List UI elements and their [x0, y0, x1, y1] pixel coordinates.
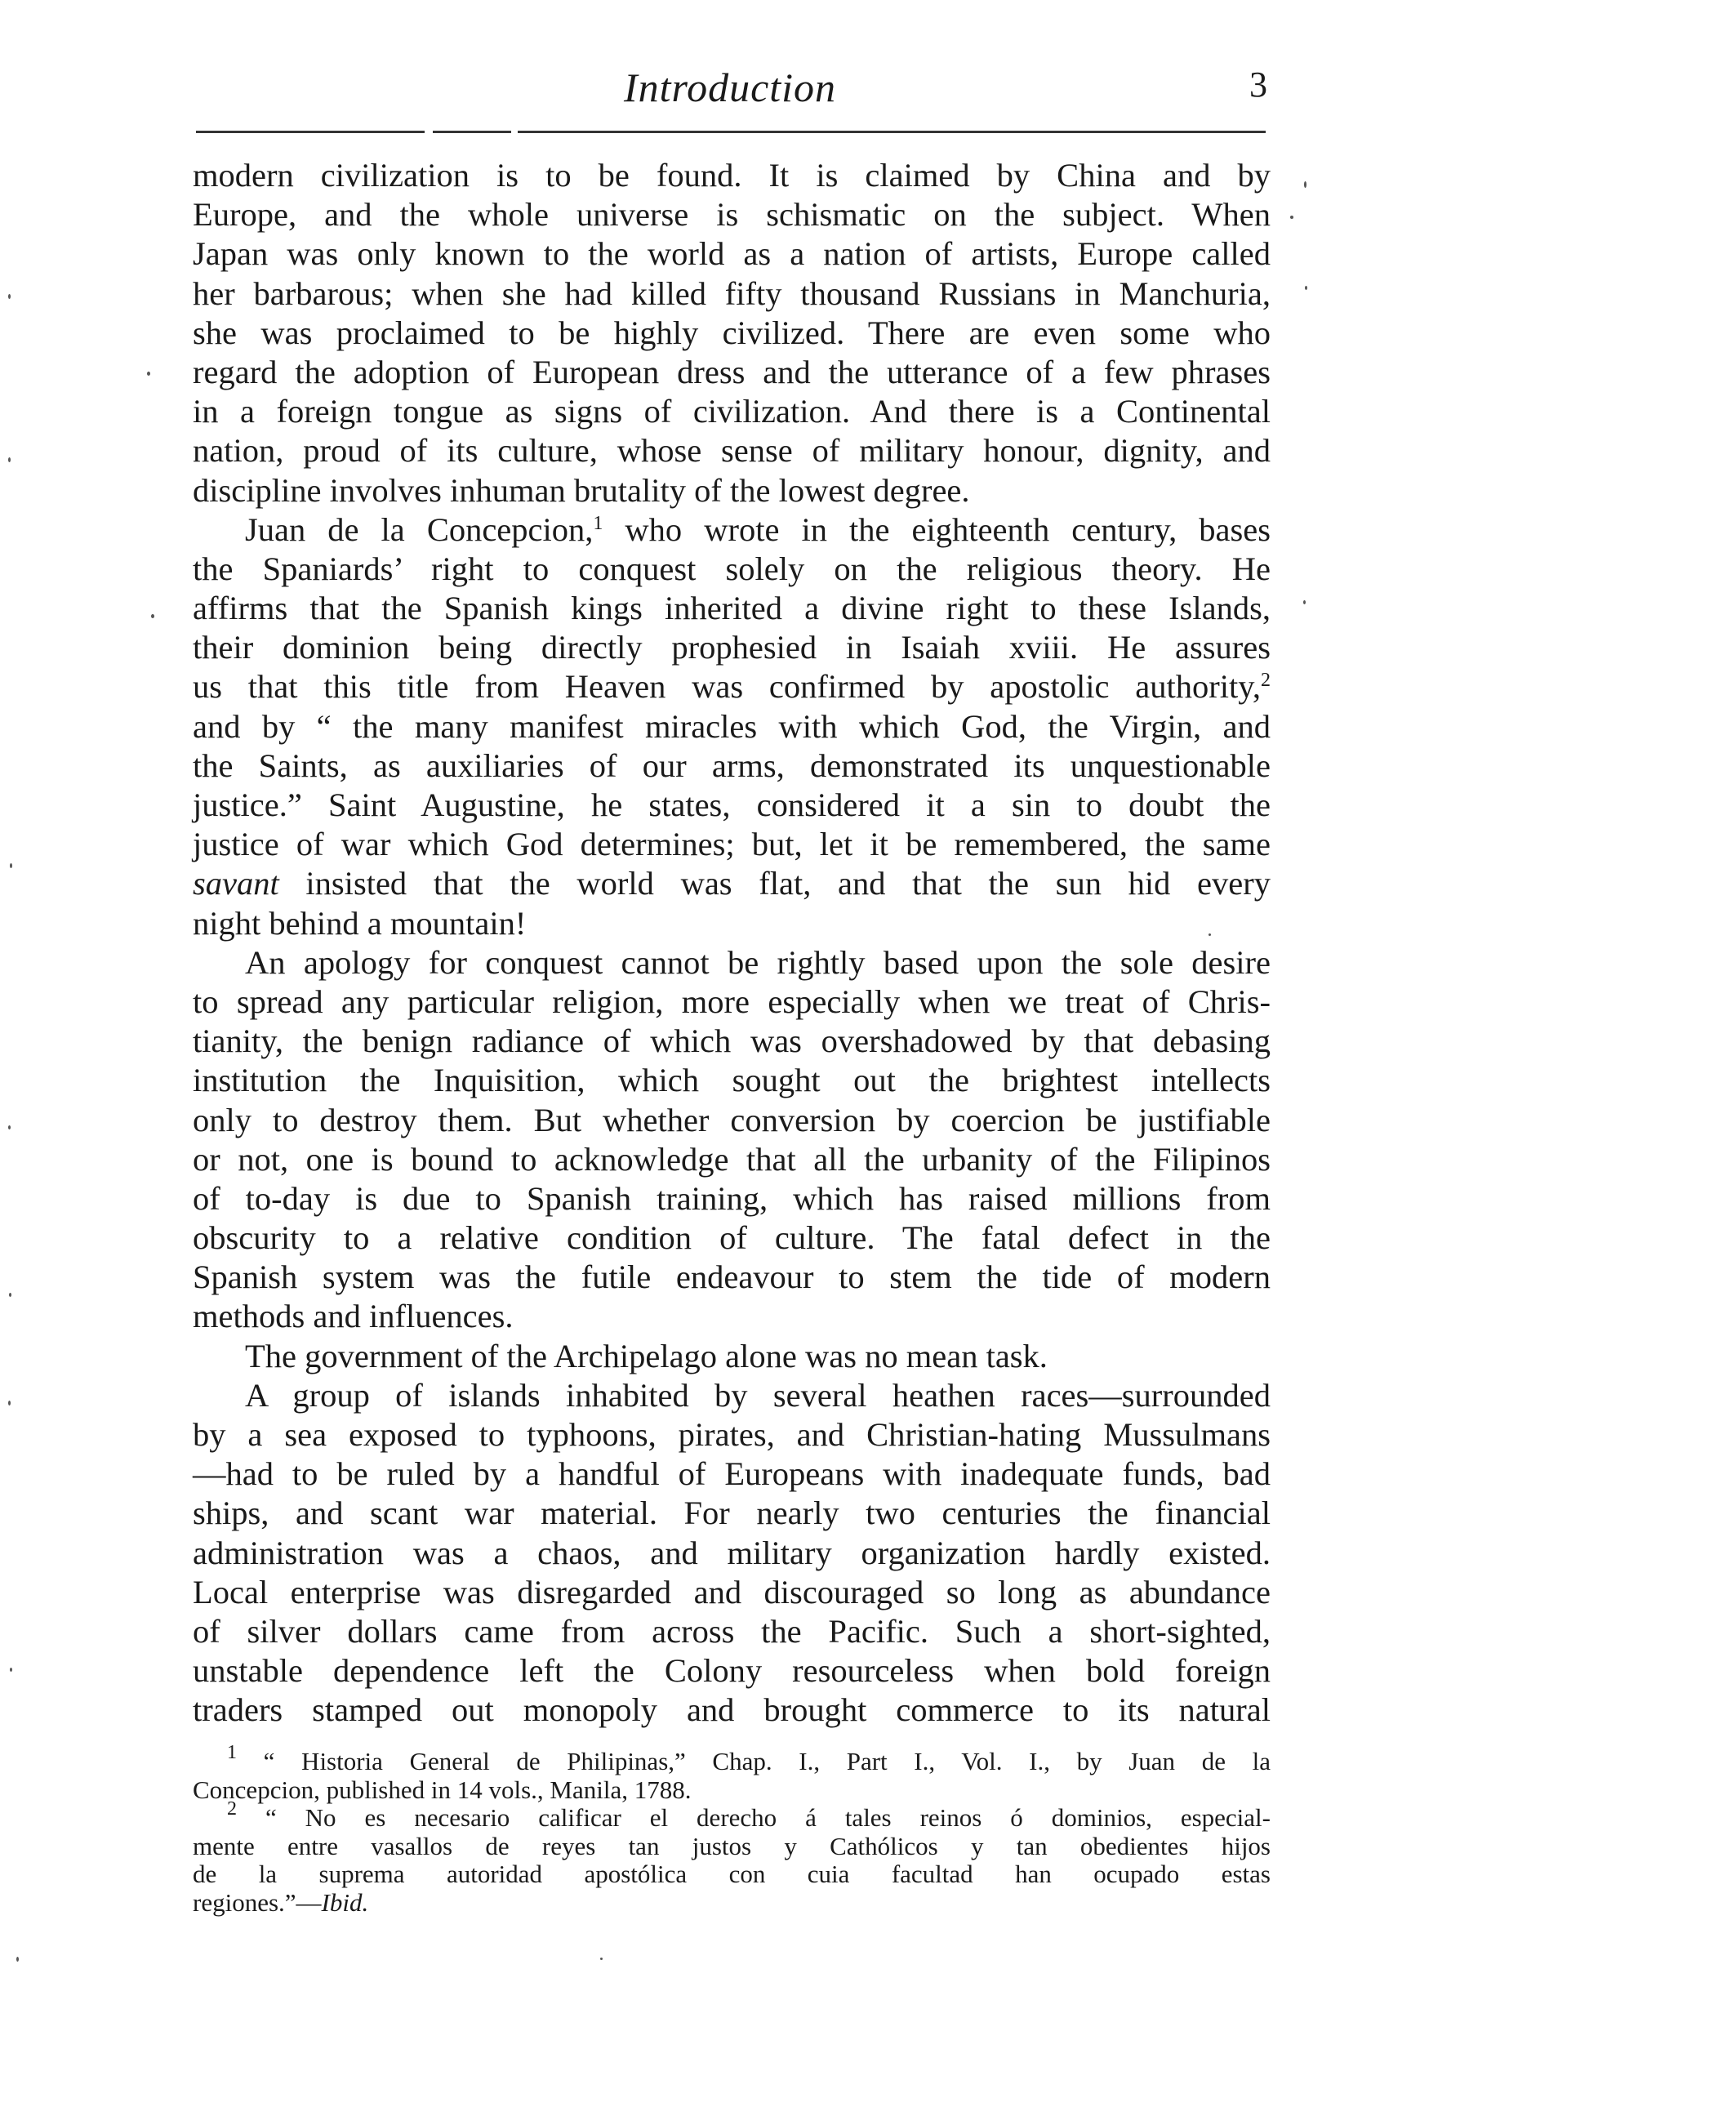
- text-line: [193, 1337, 1271, 1376]
- text-line: [193, 156, 1271, 195]
- text-line: [193, 667, 1271, 706]
- text-line: [193, 392, 1271, 431]
- line-text: in a foreign tongue as signs of civilization. And there is a Continental: [193, 393, 1271, 430]
- footnote-ref: 1: [593, 512, 603, 534]
- text-line: [193, 314, 1271, 353]
- line-text-cont: insisted that the world was flat, and that the sun hid every: [278, 865, 1271, 902]
- text-line: [193, 982, 1271, 1022]
- line-text: unstable dependence left the Colony resourceless when bold foreign: [193, 1652, 1271, 1690]
- footnote-marker: 1: [227, 1742, 237, 1763]
- text-line: [193, 1179, 1271, 1218]
- text-line: [193, 471, 1271, 510]
- body-text: [193, 156, 1271, 1731]
- speck: [16, 1957, 19, 1962]
- footnote-line: [193, 1860, 1271, 1889]
- line-text: to spread any particular religion, more especially when we treat of Chris-: [193, 982, 1271, 1020]
- text-line: [193, 1415, 1271, 1454]
- speck: [10, 1668, 12, 1672]
- line-text: of silver dollars came from across the Pacific. Such a short-sighted,: [193, 1612, 1271, 1650]
- text-line: [193, 1651, 1271, 1691]
- speck: [8, 1125, 11, 1129]
- text-line: [193, 825, 1271, 864]
- line-text: us that this title from Heaven was confirmed by apostolic authority,: [193, 668, 1261, 706]
- line-text: Local enterprise was disregarded and discouraged so long as abundance: [193, 1573, 1271, 1610]
- text-line: [193, 589, 1271, 628]
- line-text: night behind a mountain!: [193, 904, 527, 942]
- footnote-marker: 2: [227, 1798, 237, 1820]
- line-text: “ No es necesario calificar el derecho á tales reinos ó dominios, especial-: [237, 1803, 1271, 1832]
- text-line: [193, 1101, 1271, 1140]
- text-line: [193, 431, 1271, 470]
- text-line: [193, 864, 1271, 903]
- line-text: savant: [193, 865, 279, 902]
- line-text: only to destroy them. But whether conversion by coercion be justifiable: [193, 1101, 1271, 1138]
- text-line: [193, 274, 1271, 314]
- line-text: ships, and scant war material. For nearly two centuries the financial: [193, 1495, 1271, 1532]
- rule-break: [425, 128, 433, 135]
- speck: [8, 294, 11, 299]
- text-line: [193, 1534, 1271, 1573]
- text-line: [193, 1612, 1271, 1651]
- line-text: mente entre vasallos de reyes tan justos y Cathólicos y tan obedientes hijos: [193, 1831, 1271, 1860]
- line-text: the Saints, as auxiliaries of our arms, demonstrated its unquestionable: [193, 746, 1271, 784]
- line-text: of to-day is due to Spanish training, which has raised millions from: [193, 1179, 1271, 1217]
- text-line: [193, 510, 1271, 550]
- speck: [1303, 600, 1306, 604]
- speck: [151, 614, 154, 618]
- line-text: obscurity to a relative condition of culture. The fatal defect in the: [193, 1219, 1271, 1257]
- footnote-line: [193, 1889, 1271, 1918]
- line-text: modern civilization is to be found. It is claimed by China and by: [193, 157, 1271, 194]
- line-text: Spanish system was the futile endeavour to stem the tide of modern: [193, 1258, 1271, 1296]
- line-text: justice of war which God determines; but, let it be remembered, the same: [193, 826, 1271, 863]
- text-line: [193, 1140, 1271, 1179]
- line-text: her barbarous; when she had killed fifty thousand Russians in Manchuria,: [193, 274, 1271, 312]
- rule-break: [511, 128, 518, 135]
- speck: [147, 372, 150, 376]
- line-text: the Spaniards’ right to conquest solely on the religious theory. He: [193, 550, 1271, 587]
- text-line: [193, 1376, 1271, 1415]
- footnote-line: [193, 1833, 1271, 1861]
- footnote-line: [193, 1776, 1271, 1805]
- line-text: Concepcion, published in 14 vols., Manila, 1788.: [193, 1775, 692, 1804]
- footnotes: [193, 1742, 1271, 1917]
- text-line: [193, 1258, 1271, 1297]
- line-text: An apology for conquest cannot be rightly based upon the sole desire: [245, 943, 1271, 981]
- line-text: administration was a chaos, and military organization hardly existed.: [193, 1534, 1271, 1571]
- header-rule: [196, 131, 1266, 133]
- text-line: [193, 628, 1271, 667]
- line-text: justice.” Saint Augustine, he states, considered it a sin to doubt the: [193, 786, 1271, 823]
- text-line: [193, 550, 1271, 589]
- footnote-line: [193, 1742, 1271, 1776]
- text-line: [193, 1218, 1271, 1258]
- speck: [1304, 181, 1306, 188]
- line-text: institution the Inquisition, which sought out the brightest intellects: [193, 1062, 1271, 1099]
- speck: [1305, 286, 1307, 290]
- text-line: [193, 1691, 1271, 1730]
- speck: [10, 863, 12, 868]
- line-text-italic: Ibid.: [321, 1887, 369, 1917]
- line-text: Japan was only known to the world as a nation of artists, Europe called: [193, 235, 1271, 273]
- line-text: “ Historia General de Philipinas,” Chap. I., Part I., Vol. I., by Juan de la: [237, 1747, 1271, 1775]
- line-text: de la suprema autoridad apostólica con cuia facultad han ocupado estas: [193, 1860, 1271, 1888]
- line-text: Juan de la Concepcion,: [245, 510, 594, 548]
- text-line: [193, 1061, 1271, 1100]
- speck: [9, 1293, 11, 1297]
- footnote-ref: 2: [1261, 670, 1271, 692]
- line-text: Europe, and the whole universe is schismatic on the subject. When: [193, 196, 1271, 234]
- line-text-cont: who wrote in the eighteenth century, bases: [603, 510, 1271, 548]
- line-text: A group of islands inhabited by several heathen races—surrounded: [245, 1376, 1271, 1414]
- text-line: [193, 943, 1271, 982]
- text-line: [193, 353, 1271, 392]
- text-line: [193, 234, 1271, 274]
- text-line: [193, 707, 1271, 746]
- text-line: [193, 1494, 1271, 1533]
- text-line: [193, 786, 1271, 825]
- speck: [8, 457, 11, 462]
- line-text: —had to be ruled by a handful of Europeans with inadequate funds, bad: [193, 1455, 1271, 1493]
- text-line: [193, 195, 1271, 234]
- line-text: traders stamped out monopoly and brought commerce to its natural: [193, 1691, 1271, 1729]
- line-text: tianity, the benign radiance of which was overshadowed by that debasing: [193, 1022, 1271, 1060]
- text-line: [193, 746, 1271, 786]
- footnote-line: [193, 1798, 1271, 1833]
- line-text: or not, one is bound to acknowledge that all the urbanity of the Filipinos: [193, 1140, 1271, 1178]
- running-head: [193, 64, 1267, 121]
- line-text: regard the adoption of European dress and the utterance of a few phrases: [193, 353, 1271, 390]
- text-line: [193, 904, 1271, 943]
- text-line: [193, 1022, 1271, 1061]
- text-line: [193, 1297, 1271, 1336]
- line-text: nation, proud of its culture, whose sense of military honour, dignity, and: [193, 432, 1271, 470]
- line-text: by a sea exposed to typhoons, pirates, and Christian-hating Mussulmans: [193, 1416, 1271, 1453]
- line-text: methods and influences.: [193, 1298, 514, 1335]
- line-text: affirms that the Spanish kings inherited a divine right to these Islands,: [193, 590, 1271, 627]
- speck: [600, 1958, 603, 1960]
- line-text: The government of the Archipelago alone was no mean task.: [245, 1337, 1048, 1374]
- speck: [1290, 216, 1293, 219]
- running-head-title: Introduction: [623, 65, 837, 110]
- text-line: [193, 1573, 1271, 1612]
- text-line: [193, 1454, 1271, 1494]
- page-number: 3: [1249, 65, 1267, 105]
- line-text: she was proclaimed to be highly civilized. There are even some who: [193, 314, 1271, 351]
- speck: [8, 1401, 11, 1405]
- line-text: and by “ the many manifest miracles with which God, the Virgin, and: [193, 707, 1271, 745]
- speck: [1209, 933, 1211, 936]
- line-text: their dominion being directly prophesied in Isaiah xviii. He assures: [193, 629, 1271, 666]
- line-text: discipline involves inhuman brutality of the lowest degree.: [193, 471, 970, 509]
- line-text: regiones.”—: [193, 1887, 322, 1917]
